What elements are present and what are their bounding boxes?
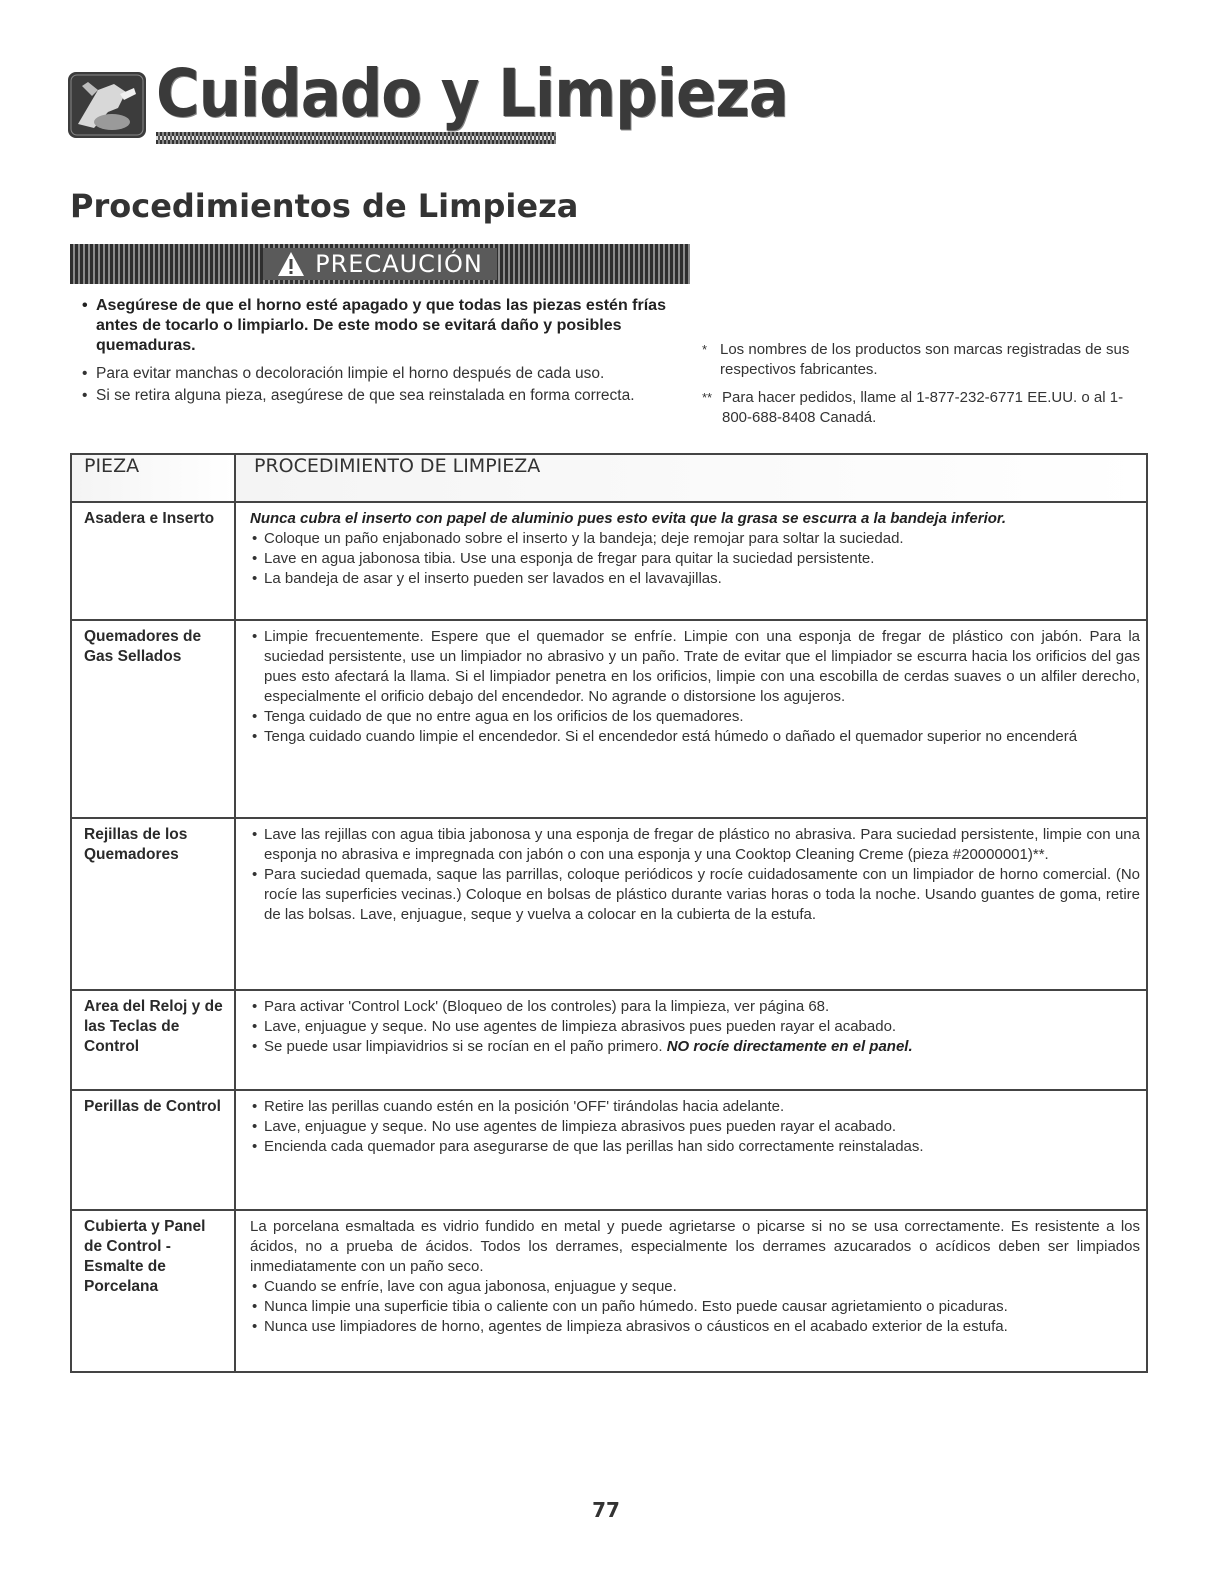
procedure-step: • Coloque un paño enjabonado sobre el inserto y la bandeja; deje remojar para soltar la suciedad.: [250, 529, 1140, 549]
procedure-step: • Retire las perillas cuando estén en la posición 'OFF' tirándolas hacia adelante.: [250, 1097, 1140, 1117]
caution-item: • Si se retira alguna pieza, asegúrese de que sea reinstalada en forma correcta.: [80, 386, 700, 406]
table-row: [71, 1090, 1147, 1210]
footnotes: [702, 340, 1142, 436]
table-header-row: [71, 454, 1147, 502]
procedure-step: • Cuando se enfríe, lave con agua jabonosa, enjuague y seque.: [250, 1277, 1140, 1297]
procedure-step: • Limpie frecuentemente. Espere que el quemador se enfríe. Limpie con una esponja de fregar de plástico con jabón. Para la suciedad persistente, use un limpiador no abrasivo y un paño. Trate de evitar que el limpiador se escurra hacia los orificios del gas pues esto afectará la llama. Si el limpiador penetra en los orificios, limpie con una escobilla de cerdas suaves o un alfiler derecho, especialmente el orificio debajo del encendedor. No agrande o distorsione los agujeros.: [250, 627, 1140, 707]
procedure-step: • Lave, enjuague y seque. No use agentes de limpieza abrasivos pues pueden rayar el acabado.: [250, 1017, 1140, 1037]
part-name: Cubierta y Panel de Control - Esmalte de Porcelana: [71, 1210, 235, 1372]
warning-lead: Nunca cubra el inserto con papel de aluminio pues esto evita que la grasa se escurra a la bandeja inferior.: [250, 510, 1007, 527]
procedure-cell: [235, 502, 1147, 620]
footnote-text: Los nombres de los productos son marcas registradas de sus respectivos fabricantes.: [720, 341, 1130, 378]
part-name: Perillas de Control: [71, 1090, 235, 1210]
caution-banner: [70, 244, 690, 284]
cleaning-spray-icon: [68, 72, 146, 138]
chapter-title: Cuidado y Limpieza: [156, 55, 788, 132]
procedure-step: • Nunca limpie una superficie tibia o caliente con un paño húmedo. Esto puede causar agrietamiento o picaduras.: [250, 1297, 1140, 1317]
warning-triangle-icon: [277, 251, 305, 277]
procedure-step: • Lave las rejillas con agua tibia jabonosa y una esponja de fregar de plástico no abrasiva. Para suciedad persistente, limpie con una esponja no abrasiva e impregnada con jabón o con una esponja y una Cooktop Cleaning Creme (pieza #20000001)**.: [250, 825, 1140, 865]
part-name: Area del Reloj y de las Teclas de Control: [71, 990, 235, 1090]
footnote-order: [702, 388, 1142, 428]
caution-list: [80, 296, 700, 408]
procedure-intro: La porcelana esmaltada es vidrio fundido en metal y puede agrietarse o picarse si no se usa correctamente. Es resistente a los ácidos, no a prueba de ácidos. Todos los derrames, especialmente los derrames azucarados o acídicos deben ser limpiados inmediatamente con un paño seco.: [250, 1218, 1140, 1275]
table-row: [71, 818, 1147, 990]
page-number: 77: [592, 1498, 620, 1522]
procedure-step: • Para suciedad quemada, saque las parrillas, coloque periódicos y rocíe cuidadosamente con un limpiador de horno comercial. (No rocíe las superficies vecinas.) Coloque en bolsas de plástico durante varias horas o toda la noche. Usando guantes de goma, retire de las bolsas. Lave, enjuague, seque y vuelva a colocar en la cubierta de la estufa.: [250, 865, 1140, 925]
caution-item: • Asegúrese de que el horno esté apagado y que todas las piezas estén frías antes de tocarlo o limpiarlo. De este modo se evitará daño y posibles quemaduras.: [80, 296, 700, 356]
procedure-step: • Lave, enjuague y seque. No use agentes de limpieza abrasivos pues pueden rayar el acabado.: [250, 1117, 1140, 1137]
caution-label-box: [263, 248, 497, 280]
footnote-trademark: [702, 340, 1142, 380]
procedure-step: [250, 1037, 1140, 1057]
footnote-mark: *: [702, 342, 708, 357]
procedure-emphasis: NO rocíe directamente en el panel.: [666, 1038, 913, 1055]
procedure-step: • Nunca use limpiadores de horno, agentes de limpieza abrasivos o cáusticos en el acabado exterior de la estufa.: [250, 1317, 1140, 1337]
footnote-text: Para hacer pedidos, llame al 1-877-232-6771 EE.UU. o al 1-800-688-8408 Canadá.: [722, 389, 1124, 426]
table-row: [71, 1210, 1147, 1372]
footnote-mark: **: [702, 390, 713, 405]
procedure-cell: [235, 1090, 1147, 1210]
procedure-step: • Lave en agua jabonosa tibia. Use una esponja de fregar para quitar la suciedad persistente.: [250, 549, 1140, 569]
procedure-step: • Tenga cuidado cuando limpie el encendedor. Si el encendedor está húmedo o dañado el quemador superior no encenderá: [250, 727, 1140, 747]
cleaning-procedures-table: [70, 453, 1148, 1373]
caution-label: PRECAUCIÓN: [315, 250, 483, 278]
procedure-cell: [235, 620, 1147, 818]
procedure-step: • La bandeja de asar y el inserto pueden ser lavados en el lavavajillas.: [250, 569, 1140, 589]
column-header-procedure: PROCEDIMIENTO DE LIMPIEZA: [235, 454, 1147, 502]
procedure-step-text: Se puede usar limpiavidrios si se rocían en el paño primero.: [264, 1038, 663, 1055]
procedure-cell: [235, 818, 1147, 990]
table-row: [71, 502, 1147, 620]
part-name: Asadera e Inserto: [71, 502, 235, 620]
part-name: Quemadores de Gas Sellados: [71, 620, 235, 818]
table-row: [71, 990, 1147, 1090]
section-heading: Procedimientos de Limpieza: [70, 187, 579, 225]
procedure-step: • Encienda cada quemador para asegurarse de que las perillas han sido correctamente reinstaladas.: [250, 1137, 1140, 1157]
procedure-cell: [235, 1210, 1147, 1372]
part-name: Rejillas de los Quemadores: [71, 818, 235, 990]
caution-item: • Para evitar manchas o decoloración limpie el horno después de cada uso.: [80, 364, 700, 384]
procedure-step: • Tenga cuidado de que no entre agua en los orificios de los quemadores.: [250, 707, 1140, 727]
column-header-part: PIEZA: [71, 454, 235, 502]
procedure-step: • Para activar 'Control Lock' (Bloqueo de los controles) para la limpieza, ver página 68.: [250, 997, 1140, 1017]
title-underline: [156, 132, 556, 144]
table-row: [71, 620, 1147, 818]
procedure-cell: [235, 990, 1147, 1090]
